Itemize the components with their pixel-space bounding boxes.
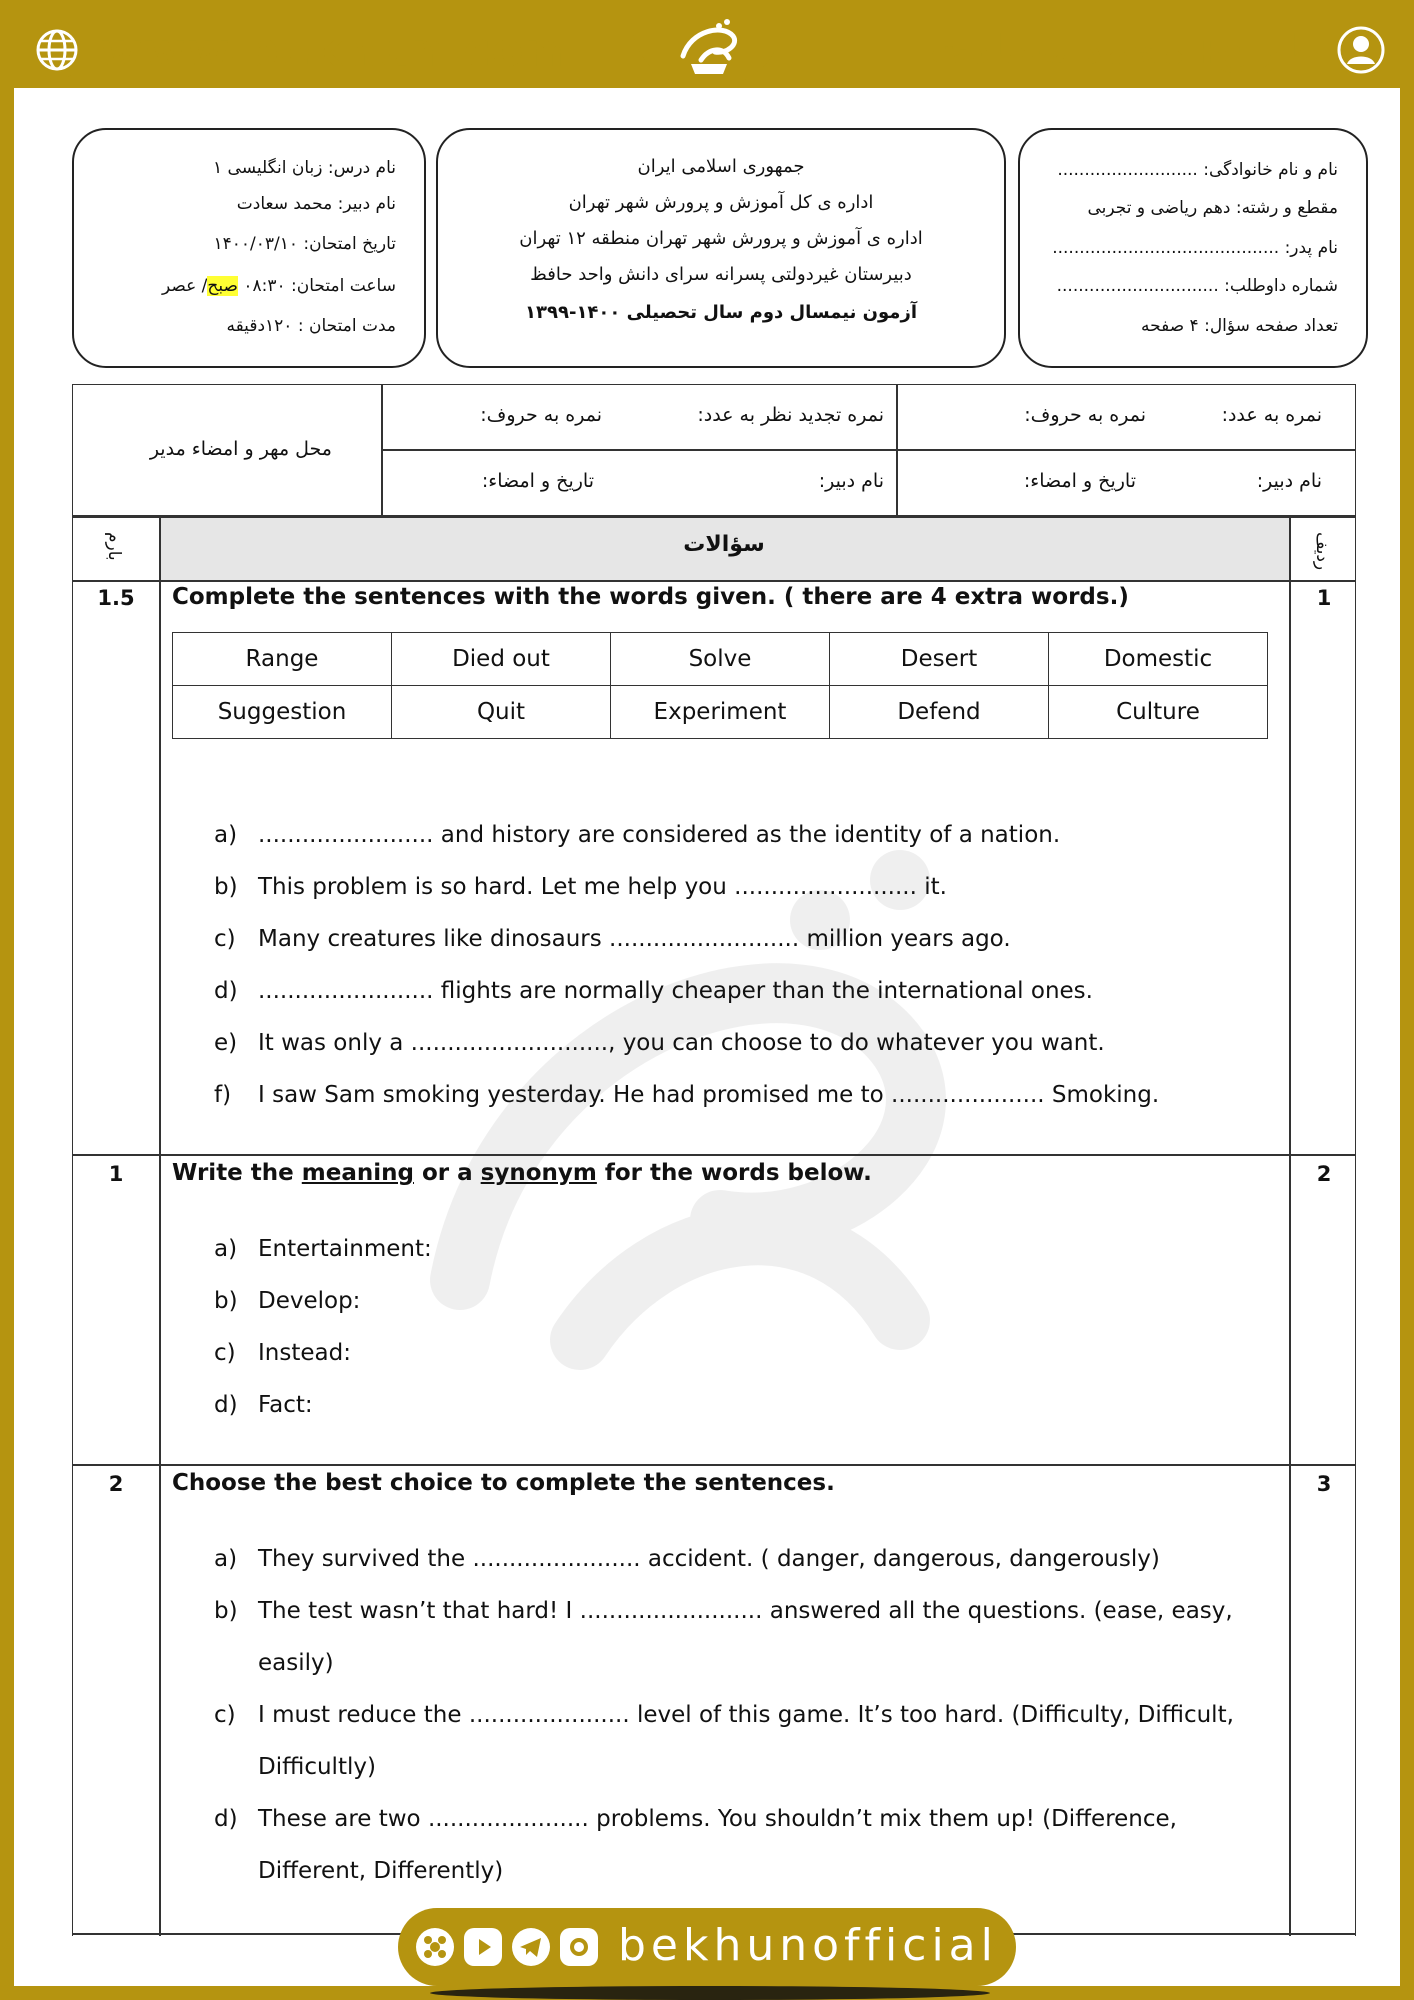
q3-item-continuation: Different, Differently) — [258, 1858, 504, 1884]
father-name-field: نام پدر: .......................................... — [1052, 238, 1338, 258]
instagram-icon[interactable] — [560, 1928, 598, 1966]
word-cell: Domestic — [1049, 633, 1268, 686]
date-sign-label: تاریخ و امضاء: — [1023, 470, 1136, 492]
exam-duration: مدت امتحان : ۱۲۰دقیقه — [226, 316, 396, 336]
score-heading: بارم — [104, 532, 124, 561]
q1-title: Complete the sentences with the words given. ( there are 4 extra words.) — [172, 584, 1129, 610]
site-header-left — [28, 14, 573, 86]
word-cell: Quit — [392, 686, 611, 739]
principal-stamp-label: محل مهر و امضاء مدیر — [149, 438, 332, 460]
q1-item: c) Many creatures like dinosaurs .......................... million years ago. — [214, 926, 1011, 952]
review-grade-label: نمره تجدید نظر به عدد: — [697, 404, 884, 426]
teacher-name: نام دبیر: محمد سعادت — [236, 194, 396, 214]
q2-item: d) Fact: — [214, 1392, 313, 1418]
footer-shadow — [430, 1986, 990, 2000]
page-count-field: تعداد صفحه سؤال: ۴ صفحه — [1141, 316, 1338, 336]
q3-item: c) I must reduce the ...................... level of this game. It’s too hard. (Difficulty, Difficult, — [214, 1702, 1234, 1728]
q2-score: 1 — [108, 1162, 124, 1186]
word-cell: Defend — [830, 686, 1049, 739]
review-date-sign-label: تاریخ و امضاء: — [481, 470, 594, 492]
republic-line: جمهوری اسلامی ایران — [637, 156, 805, 177]
q1-number: 1 — [1316, 586, 1332, 610]
q1-item: a) ........................ and history are considered as the identity of a nation. — [214, 822, 1061, 848]
q2-number: 2 — [1316, 1162, 1332, 1186]
word-cell: Died out — [392, 633, 611, 686]
q3-score: 2 — [108, 1472, 124, 1496]
q3-title: Choose the best choice to complete the sentences. — [172, 1470, 835, 1496]
site-header-right — [930, 14, 1390, 86]
course-name: نام درس: زبان انگلیسی ۱ — [213, 158, 396, 178]
social-handle[interactable]: bekhunofficial — [618, 1920, 998, 1971]
youtube-icon[interactable] — [464, 1928, 502, 1966]
q3-item: b) The test wasn’t that hard! I ......................... answered all the questions. (ease, easy, — [214, 1598, 1233, 1624]
grade-field: مقطع و رشته: دهم ریاضی و تجربی — [1087, 198, 1338, 218]
school-info-box — [436, 128, 1006, 368]
q1-item: d) ........................ flights are normally cheaper than the international ones. — [214, 978, 1093, 1004]
word-cell: Range — [173, 633, 392, 686]
social-footer — [398, 1908, 1016, 1986]
student-info-box — [1018, 128, 1368, 368]
telegram-icon[interactable] — [512, 1928, 550, 1966]
review-teacher-label: نام دبیر: — [818, 470, 884, 492]
exam-term-line: آزمون نیمسال دوم سال تحصیلی ۱۴۰۰-۱۳۹۹ — [525, 302, 917, 323]
word-cell: Experiment — [611, 686, 830, 739]
q2-item: c) Instead: — [214, 1340, 351, 1366]
school-name-line: دبیرستان غیردولتی پسرانه سرای دانش واحد حافظ — [530, 264, 912, 285]
review-word-grade-label: نمره به حروف: — [480, 404, 602, 426]
q3-item: a) They survived the ....................... accident. ( danger, dangerous, dangerously) — [214, 1546, 1160, 1572]
brand-logo — [631, 0, 783, 88]
q2-item: a) Entertainment: — [214, 1236, 432, 1262]
q2-title: Write the meaning or a synonym for the words below. — [172, 1160, 872, 1186]
row-heading: ردیف — [1312, 532, 1332, 571]
aparat-icon[interactable] — [416, 1928, 454, 1966]
word-grade-label: نمره به حروف: — [1024, 404, 1146, 426]
q3-item: d) These are two ...................... problems. You shouldn’t mix them up! (Difference, — [214, 1806, 1177, 1832]
designer-name: طراح: محمد سعادت — [929, 27, 1320, 73]
numeric-grade-label: نمره به عدد: — [1221, 404, 1322, 426]
word-cell: Desert — [830, 633, 1049, 686]
exam-date: تاریخ امتحان: ۱۴۰۰/۰۳/۱۰ — [213, 234, 396, 254]
q3-item-continuation: easily) — [258, 1650, 334, 1676]
q3-number: 3 — [1316, 1472, 1332, 1496]
q1-item: f) I saw Sam smoking yesterday. He had promised me to ..................... Smoking. — [214, 1082, 1160, 1108]
q3-item-continuation: Difficultly) — [258, 1754, 376, 1780]
teacher-label: نام دبیر: — [1256, 470, 1322, 492]
website-link[interactable]: www.bekhun.com — [100, 23, 574, 77]
general-office-line: اداره ی کل آموزش و پرورش شهر تهران — [568, 192, 874, 213]
q1-word-bank — [172, 632, 1268, 739]
user-icon — [1332, 21, 1390, 79]
q2-item: b) Develop: — [214, 1288, 361, 1314]
word-cell: Suggestion — [173, 686, 392, 739]
word-cell: Culture — [1049, 686, 1268, 739]
word-cell: Solve — [611, 633, 830, 686]
globe-icon — [28, 21, 86, 79]
student-name-field: نام و نام خانوادگی: .......................... — [1057, 160, 1338, 180]
candidate-number-field: شماره داوطلب: .............................. — [1056, 276, 1338, 296]
exam-info-box — [72, 128, 426, 368]
q1-score: 1.5 — [97, 586, 135, 610]
questions-heading: سؤالات — [683, 532, 765, 557]
q1-item: e) It was only a ..........................., you can choose to do whatever you want. — [214, 1030, 1105, 1056]
q1-item: b) This problem is so hard. Let me help you ......................... it. — [214, 874, 947, 900]
morning-highlight: صبح — [207, 276, 238, 296]
region-office-line: اداره ی آموزش و پرورش شهر تهران منطقه ۱۲ تهران — [519, 228, 923, 249]
exam-time: ساعت امتحان: ۰۸:۳۰ صبح/ عصر — [161, 276, 396, 296]
